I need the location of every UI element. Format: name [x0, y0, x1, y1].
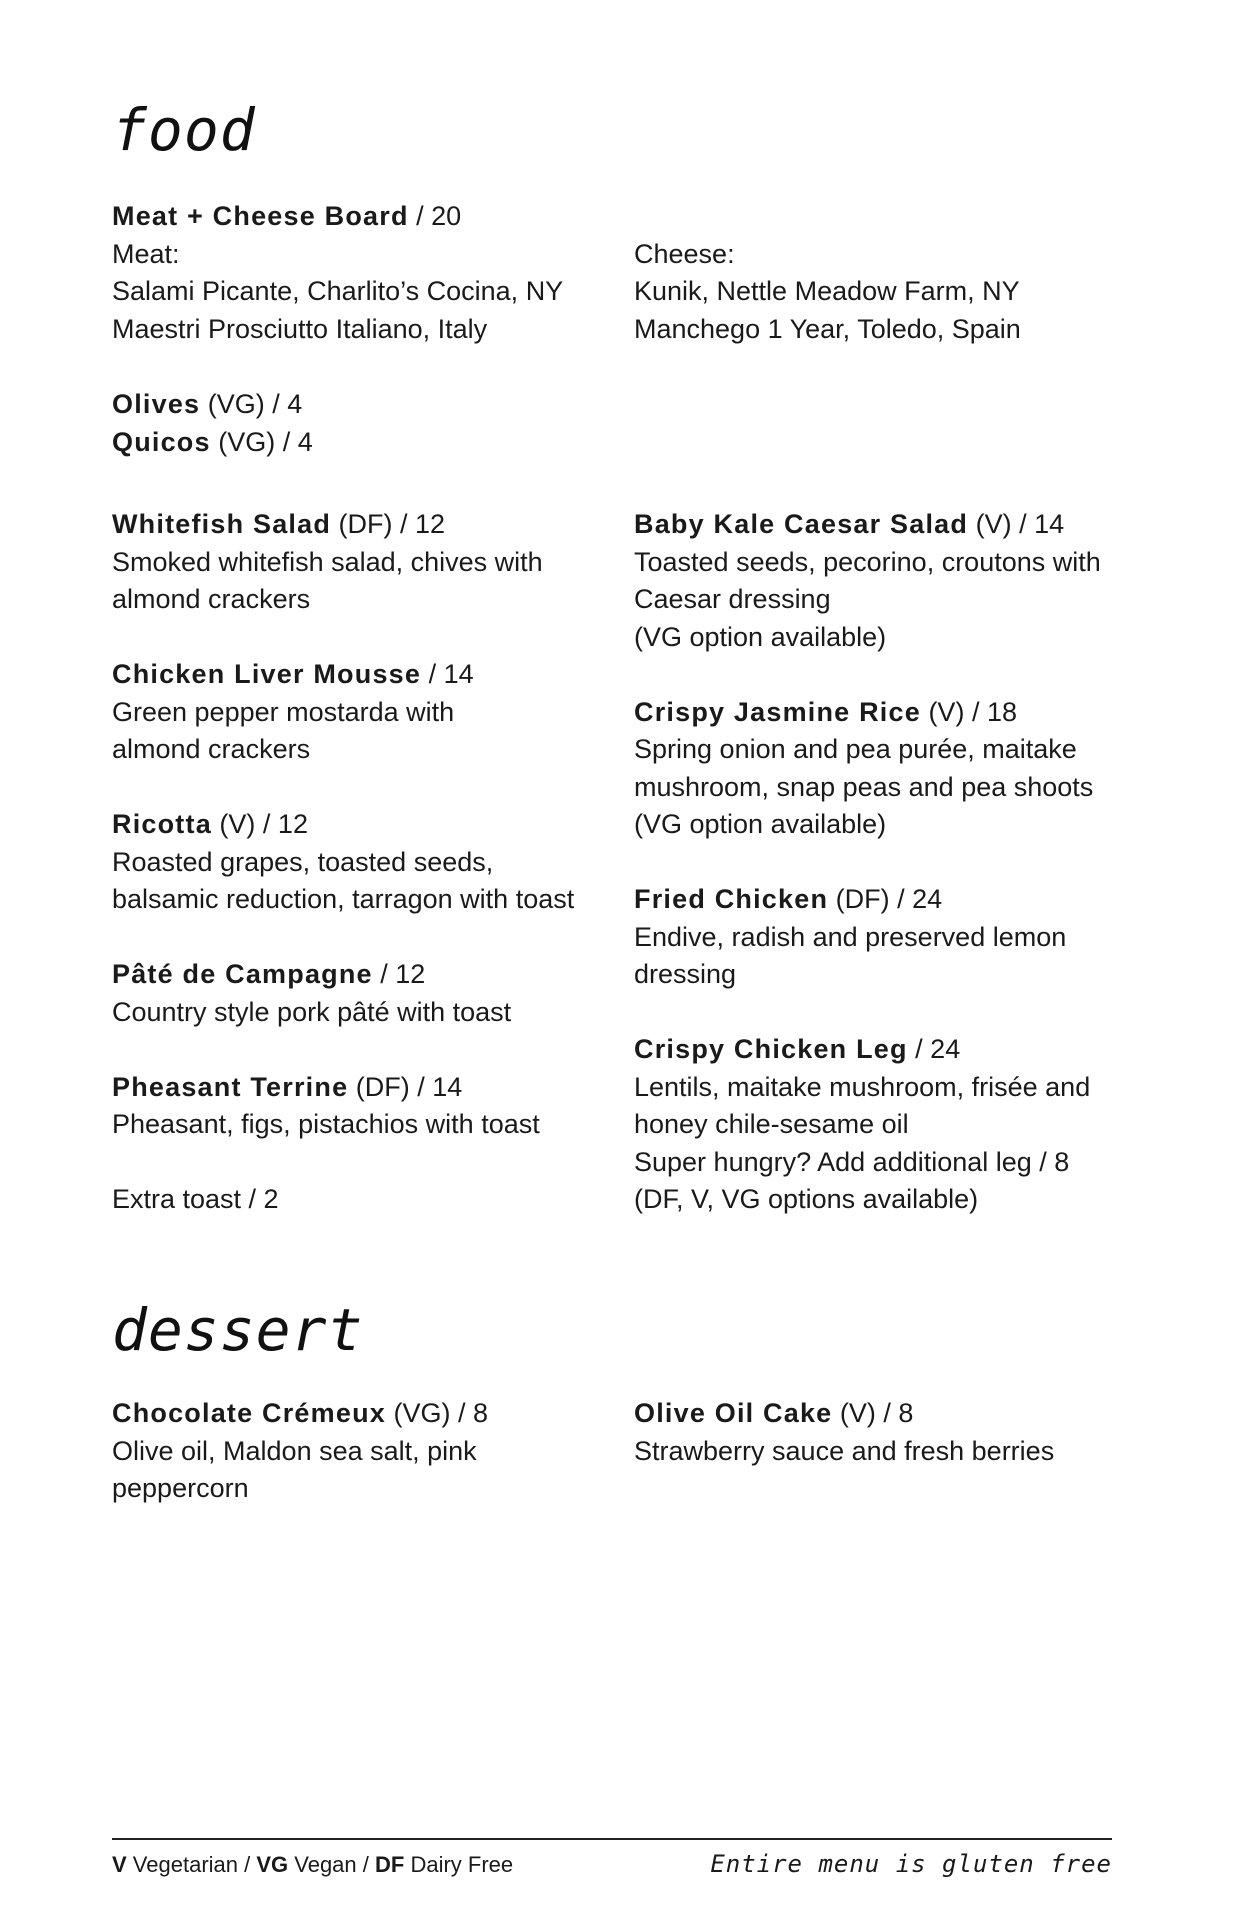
- item-tag: (VG): [200, 389, 265, 419]
- item-price: / 8: [450, 1398, 489, 1428]
- item-description: (VG option available): [634, 621, 887, 652]
- item-description: dressing: [634, 959, 737, 989]
- item-tag: (V): [968, 509, 1012, 539]
- item-description: almond crackers: [112, 734, 311, 764]
- legend-key: DF: [375, 1852, 405, 1877]
- meat-line: Maestri Prosciutto Italiano, Italy: [112, 313, 488, 344]
- item-description: honey chile-sesame oil: [634, 1109, 909, 1139]
- item-description: almond crackers: [112, 584, 311, 614]
- item-description: Toasted seeds, pecorino, croutons with: [634, 546, 1101, 577]
- item-price: / 12: [392, 509, 446, 539]
- item-tag: (V): [832, 1398, 876, 1428]
- item-tag: (DF): [331, 509, 393, 539]
- menu-item: [112, 1395, 612, 1508]
- menu-item: [112, 656, 612, 769]
- item-tag: (DF): [828, 884, 890, 914]
- item-name: Pâté de Campagne: [112, 959, 373, 989]
- meat-line: Salami Picante, Charlito’s Cocina, NY: [112, 276, 564, 306]
- food-heading: food: [112, 96, 256, 164]
- cheese-line: Manchego 1 Year, Toledo, Spain: [634, 313, 1021, 344]
- item-description: Strawberry sauce and fresh berries: [634, 1435, 1055, 1466]
- item-description: Smoked whitefish salad, chives with: [112, 546, 543, 577]
- menu-item: [634, 1395, 1134, 1470]
- item-tag: (VG): [210, 426, 276, 457]
- item-price: / 4: [264, 389, 303, 419]
- menu-item: [634, 881, 1134, 994]
- item-name: Crispy Jasmine Rice: [634, 696, 921, 727]
- legend-label: Dairy Free: [404, 1852, 514, 1877]
- menu-item: [112, 956, 612, 1031]
- item-tag: (V): [920, 696, 965, 727]
- menu-item: [112, 1069, 612, 1144]
- menu-item: [634, 506, 1134, 656]
- menu-page: [112, 0, 1112, 1920]
- item-price: / 24: [907, 1034, 961, 1064]
- dessert-right-column: [634, 1395, 1134, 1470]
- item-name: Crispy Chicken Leg: [634, 1034, 908, 1064]
- item-price: / 12: [255, 809, 308, 839]
- item-description: Endive, radish and preserved lemon: [634, 921, 1067, 952]
- board-cheese-column: [634, 236, 1134, 349]
- item-name: Olives: [112, 389, 201, 419]
- menu-item: [634, 1031, 1134, 1219]
- gluten-free-note: Entire menu is gluten free: [710, 1850, 1112, 1878]
- board-meat-column: [112, 198, 612, 348]
- menu-item: [634, 694, 1134, 844]
- item-name: Ricotta: [112, 809, 212, 839]
- extra-toast: Extra toast / 2: [112, 1184, 279, 1214]
- item-price: / 8: [875, 1398, 914, 1428]
- dessert-left-column: [112, 1395, 612, 1508]
- item-description: Roasted grapes, toasted seeds,: [112, 846, 494, 877]
- item-name: Fried Chicken: [634, 884, 829, 914]
- item-tag: (V): [211, 809, 256, 839]
- item-description: peppercorn: [112, 1473, 249, 1503]
- item-name: Olive Oil Cake: [634, 1398, 833, 1428]
- item-description: Green pepper mostarda with: [112, 696, 455, 727]
- item-price: / 18: [964, 696, 1017, 727]
- item-description: Country style pork pâté with toast: [112, 996, 512, 1027]
- cheese-label: Cheese:: [634, 238, 735, 269]
- legend-label: Vegan /: [288, 1852, 375, 1877]
- item-price: / 4: [275, 426, 313, 457]
- item-description: balsamic reduction, tarragon with toast: [112, 884, 575, 914]
- meat-label: Meat:: [112, 238, 180, 269]
- item-price: / 20: [408, 201, 462, 231]
- footer-divider: [112, 1838, 1112, 1840]
- legend-label: Vegetarian /: [126, 1852, 257, 1877]
- item-description: Lentils, maitake mushroom, frisée and: [634, 1071, 1091, 1102]
- item-name: Pheasant Terrine: [112, 1071, 349, 1102]
- item-name: Quicos: [112, 426, 211, 457]
- dessert-heading: dessert: [112, 1296, 364, 1364]
- menu-item: [112, 506, 612, 619]
- item-description: Caesar dressing: [634, 584, 831, 614]
- item-description: Spring onion and pea purée, maitake: [634, 734, 1077, 764]
- item-description: mushroom, snap peas and pea shoots: [634, 771, 1094, 802]
- menu-item: [112, 424, 612, 462]
- item-tag: (DF): [348, 1071, 410, 1102]
- item-name: Chocolate Crémeux: [112, 1398, 386, 1428]
- left-menu-column: [112, 506, 612, 1219]
- item-name: Whitefish Salad: [112, 509, 332, 539]
- menu-item: [112, 386, 612, 424]
- item-tag: (VG): [385, 1398, 451, 1428]
- item-name: Meat + Cheese Board: [112, 201, 409, 231]
- item-name: Chicken Liver Mousse: [112, 659, 422, 689]
- right-menu-column: [634, 506, 1134, 1219]
- item-price: / 24: [889, 884, 943, 914]
- item-description: Olive oil, Maldon sea salt, pink: [112, 1435, 477, 1466]
- item-description: Pheasant, figs, pistachios with toast: [112, 1109, 540, 1139]
- item-price: / 14: [409, 1071, 463, 1102]
- snacks-list: [112, 386, 612, 461]
- cheese-line: Kunik, Nettle Meadow Farm, NY: [634, 276, 1020, 306]
- dietary-legend: [112, 1852, 513, 1878]
- item-description: (DF, V, VG options available): [634, 1184, 979, 1214]
- legend-key: VG: [256, 1852, 289, 1877]
- legend-key: V: [112, 1852, 127, 1877]
- board-title: [112, 198, 612, 236]
- item-price: / 14: [421, 659, 474, 689]
- menu-item: [112, 806, 612, 919]
- item-description: (VG option available): [634, 809, 887, 839]
- item-price: / 12: [372, 959, 426, 989]
- item-name: Baby Kale Caesar Salad: [634, 509, 969, 539]
- item-description: Super hungry? Add additional leg / 8: [634, 1146, 1070, 1177]
- item-price: / 14: [1011, 509, 1065, 539]
